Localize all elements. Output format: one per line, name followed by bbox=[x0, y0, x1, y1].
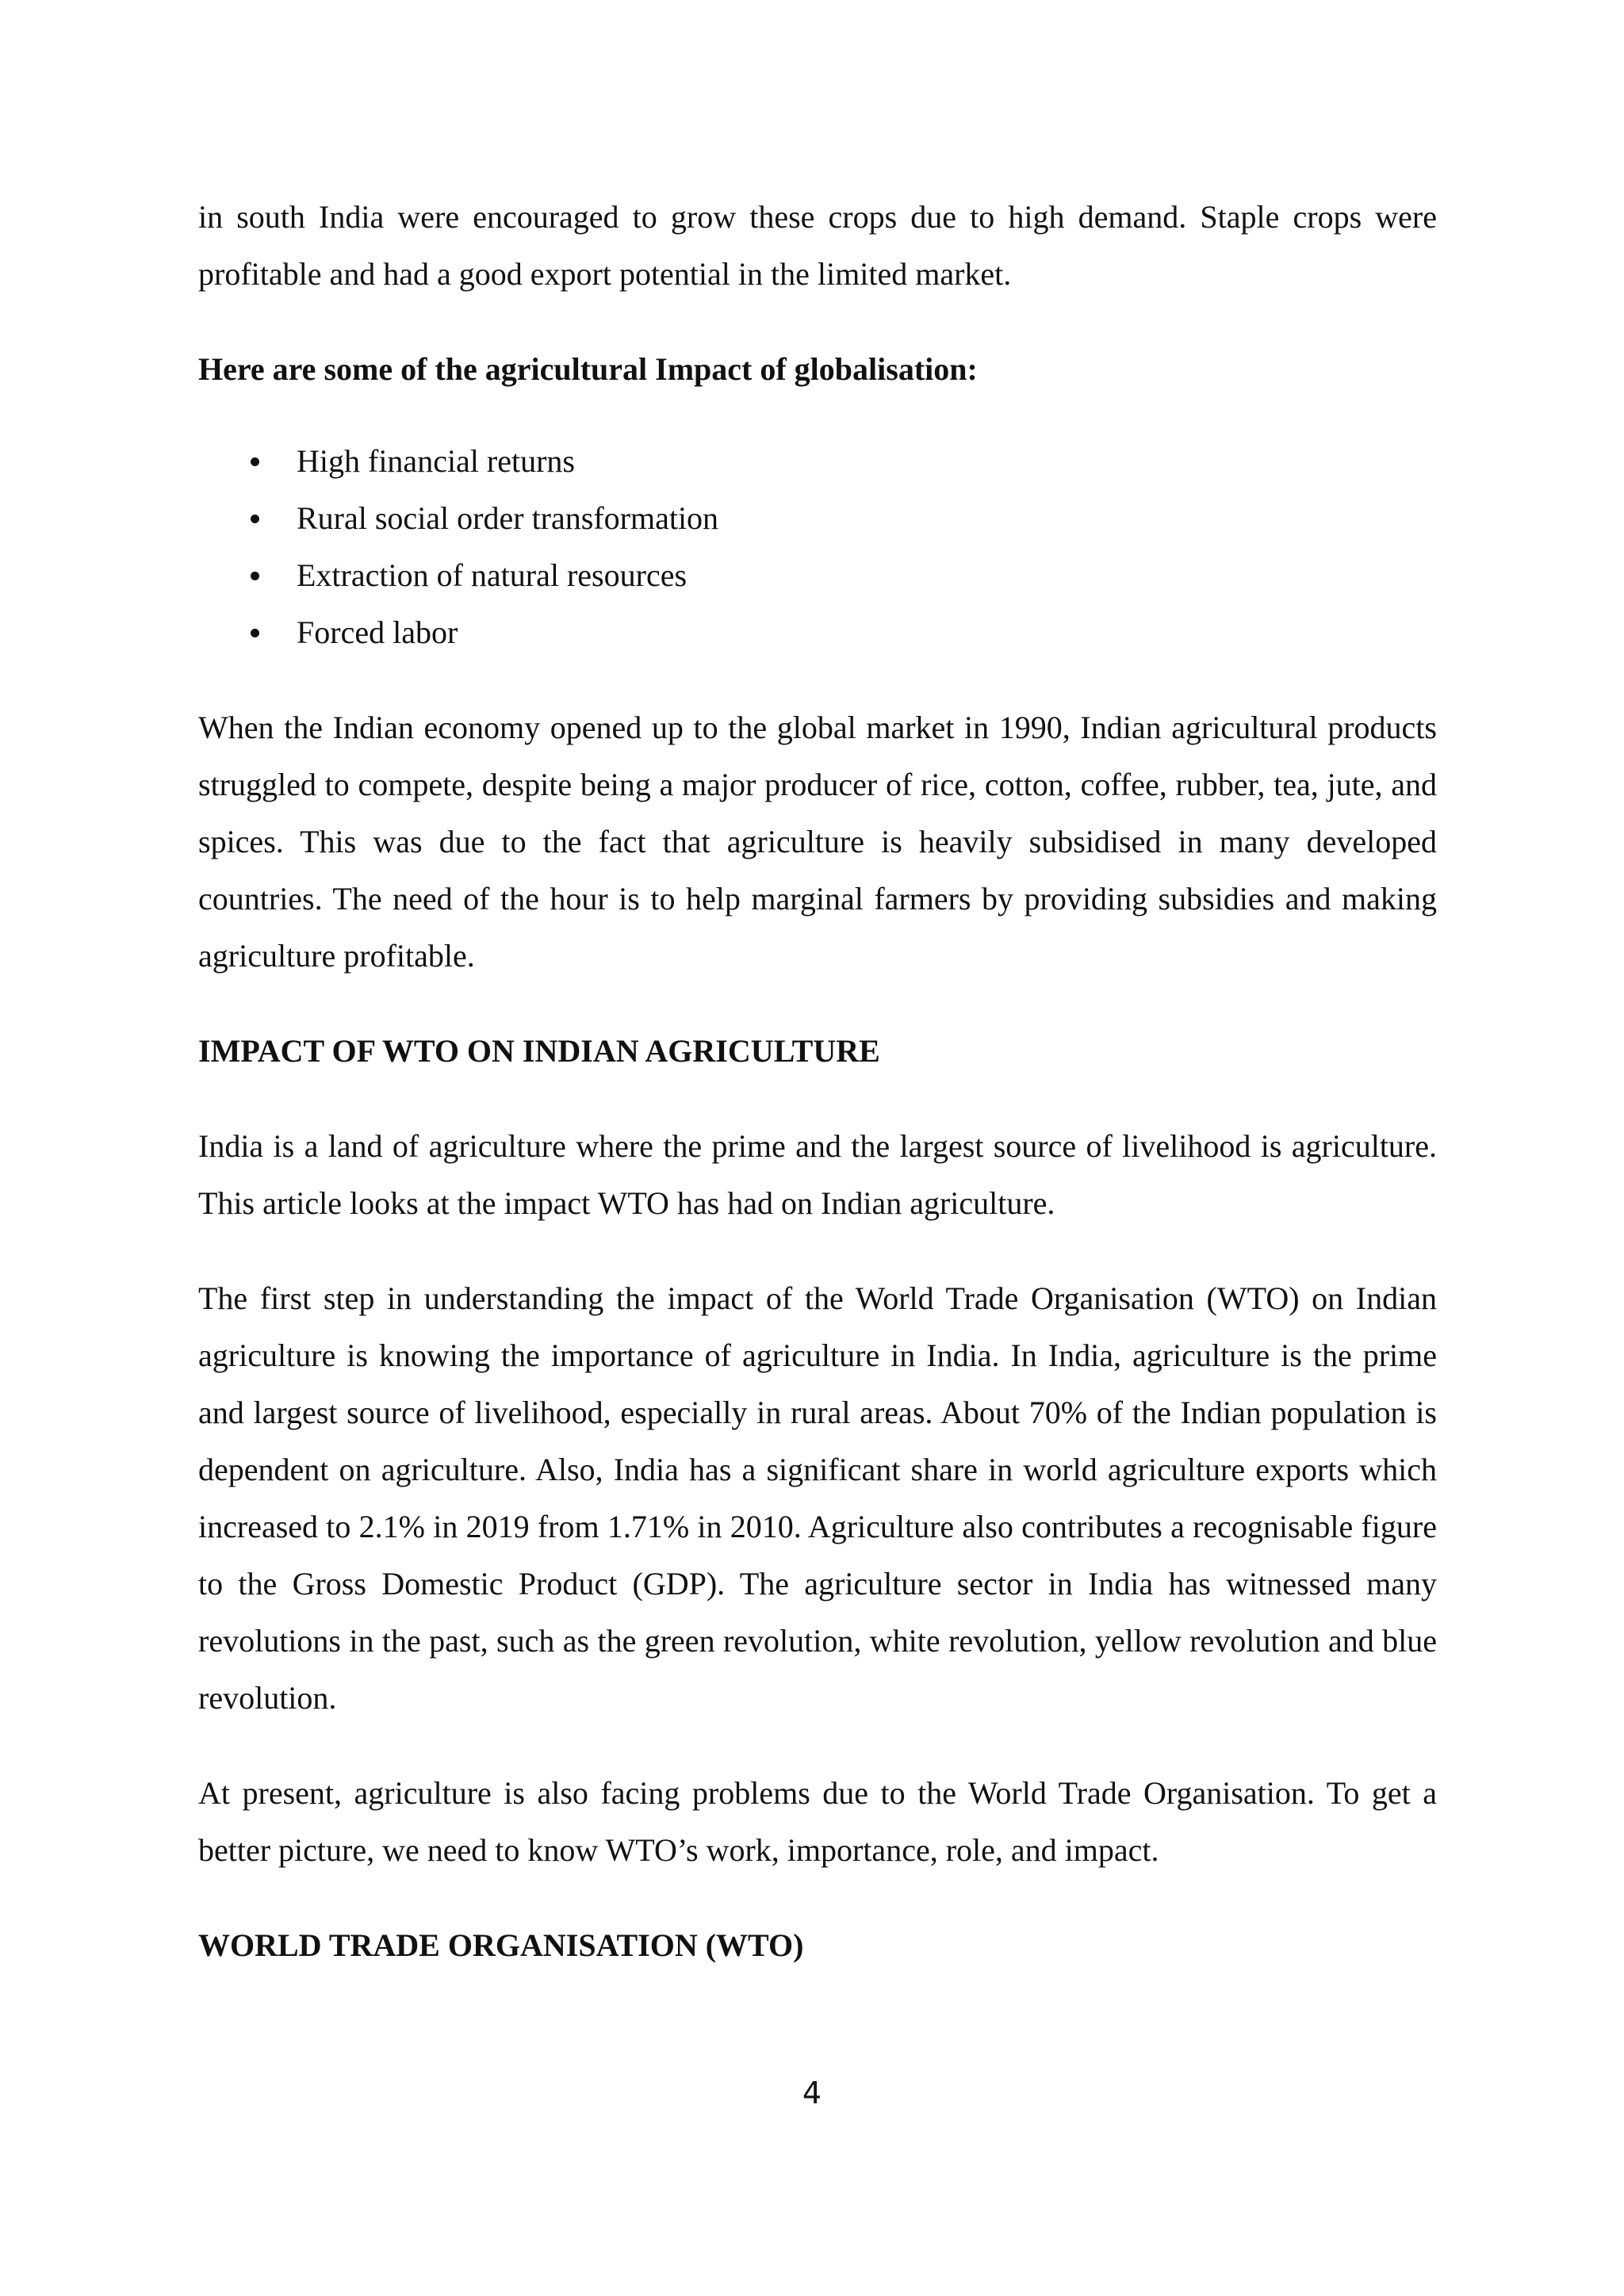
heading-world-trade-organisation: WORLD TRADE ORGANISATION (WTO) bbox=[198, 1927, 804, 1963]
bullet-icon bbox=[251, 457, 259, 466]
paragraph-at-present: At present, agriculture is also facing problems due to the World Trade Organisation. To get a better picture, we need to know WTO’s work, importance, role, and impact. bbox=[198, 1775, 1437, 1868]
page-content bbox=[198, 189, 1437, 1974]
list-item-text: Forced labor bbox=[297, 614, 458, 650]
paragraph-first-step: The first step in understanding the impact of the World Trade Organisation (WTO) on Indian agriculture is knowing the importance of agriculture in India. In India, agriculture is the prime and largest source of livelihood, especially in rural areas. About 70% of the Indian population is dependent on agriculture. Also, India has a significant share in world agriculture exports which increased to 2.1% in 2019 from 1.71% in 2010. Agriculture also contributes a recognisable figure to the Gross Domestic Product (GDP). The agriculture sector in India has witnessed many revolutions in the past, such as the green revolution, white revolution, yellow revolution and blue revolution. bbox=[198, 1280, 1437, 1716]
bullet-icon bbox=[251, 515, 259, 523]
impact-bullet-list bbox=[198, 433, 1437, 661]
paragraph-land-of-agriculture: India is a land of agriculture where the prime and the largest source of livelihood is agriculture. This article looks at the impact WTO has had on Indian agriculture. bbox=[198, 1128, 1437, 1221]
page-number: 4 bbox=[802, 2076, 822, 2110]
list-item bbox=[198, 490, 1437, 547]
list-item-text: High financial returns bbox=[297, 443, 575, 479]
bullet-list-heading: Here are some of the agricultural Impact of globalisation: bbox=[198, 351, 978, 387]
list-item-text: Extraction of natural resources bbox=[297, 557, 688, 593]
list-item-text: Rural social order transformation bbox=[297, 500, 719, 536]
list-item bbox=[198, 547, 1437, 604]
heading-wto-impact: IMPACT OF WTO ON INDIAN AGRICULTURE bbox=[198, 1033, 880, 1069]
list-item bbox=[198, 433, 1437, 490]
bullet-icon bbox=[251, 629, 259, 637]
bullet-icon bbox=[251, 572, 259, 580]
list-item bbox=[198, 604, 1437, 661]
paragraph-intro: in south India were encouraged to grow these crops due to high demand. Staple crops were profitable and had a good export potential in the limited market. bbox=[198, 199, 1437, 292]
paragraph-1990: When the Indian economy opened up to the global market in 1990, Indian agricultural products struggled to compete, despite being a major producer of rice, cotton, coffee, rubber, tea, jute, and spices. This was due to the fact that agriculture is heavily subsidised in many developed countries. The need of the hour is to help marginal farmers by providing subsidies and making agriculture profitable. bbox=[198, 710, 1437, 974]
